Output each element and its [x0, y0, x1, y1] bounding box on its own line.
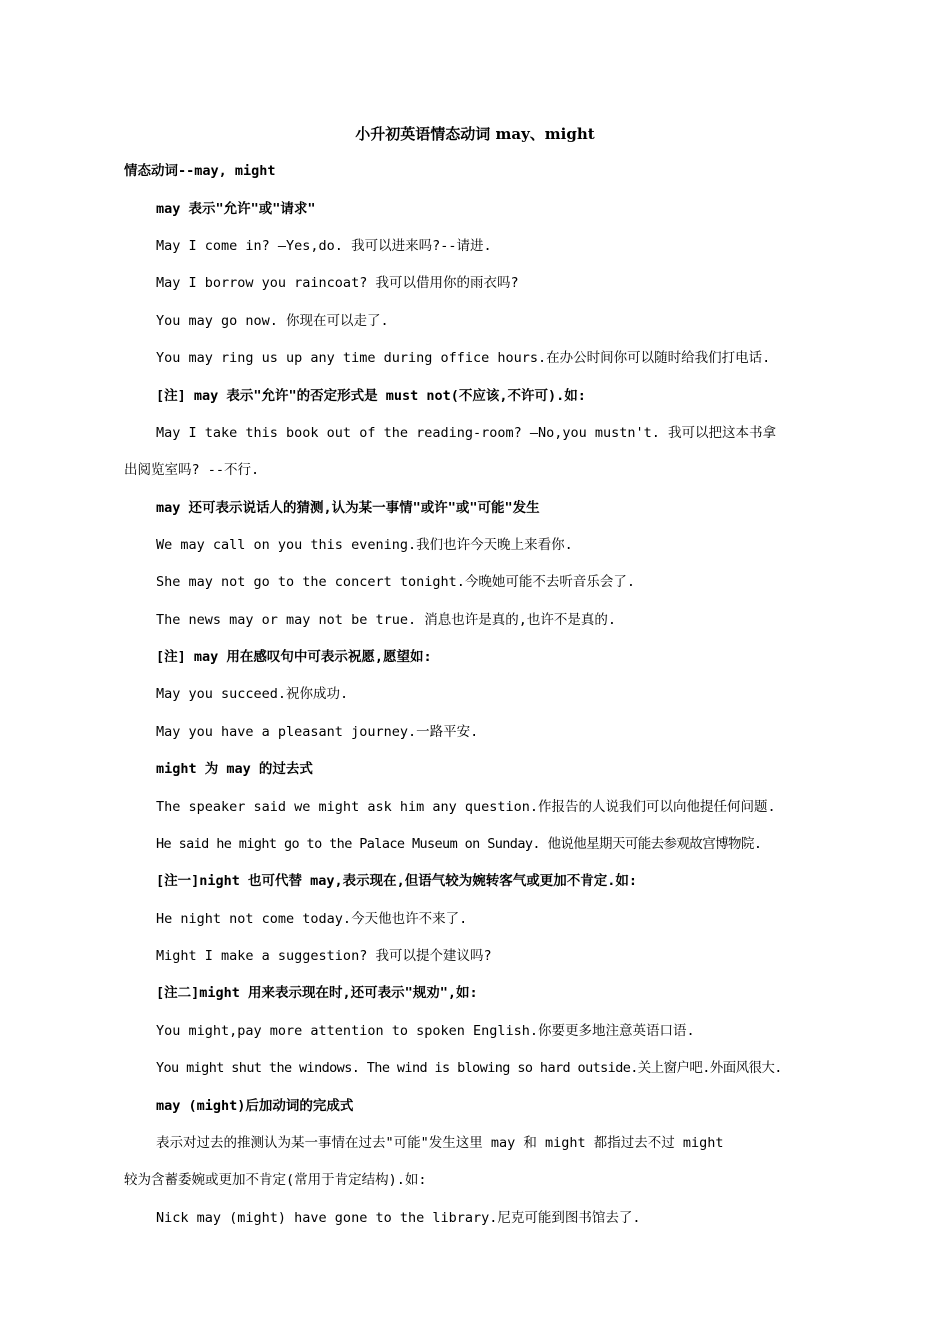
example-line: She may not go to the concert tonight.今晚她可能不去听音乐会了.	[156, 574, 635, 590]
heading-may-guess: may 还可表示说话人的猜测,认为某一事情"或许"或"可能"发生	[156, 500, 540, 516]
section-heading-modal-verbs: 情态动词--may, might	[124, 163, 276, 179]
example-line: May I take this book out of the reading-room? —No,you mustn't. 我可以把这本书拿	[156, 425, 777, 441]
example-line: You may ring us up any time during office hours.在办公时间你可以随时给我们打电话.	[156, 350, 771, 366]
example-line: May you succeed.祝你成功.	[156, 686, 349, 702]
heading-perfect-form: may (might)后加动词的完成式	[156, 1098, 354, 1114]
note-exclamation: [注] may 用在感叹句中可表示祝愿,愿望如:	[156, 649, 432, 665]
note-one-might: [注一]night 也可代替 may,表示现在,但语气较为婉转客气或更加不肯定.如:	[156, 873, 638, 889]
example-line: He night not come today.今天他也许不来了.	[156, 911, 468, 927]
example-line: The news may or may not be true. 消息也许是真的,也许不是真的.	[156, 612, 616, 628]
document-title: 小升初英语情态动词 may、might	[355, 125, 595, 143]
example-line: We may call on you this evening.我们也许今天晚上来看你.	[156, 537, 573, 553]
example-line: Nick may (might) have gone to the library.尼克可能到图书馆去了.	[156, 1210, 641, 1226]
example-line: Might I make a suggestion? 我可以提个建议吗?	[156, 948, 492, 964]
heading-might-past: might 为 may 的过去式	[156, 761, 313, 777]
example-line: May I come in? —Yes,do. 我可以进来吗?--请进.	[156, 238, 492, 254]
note-two-might: [注二]might 用来表示现在时,还可表示"规劝",如:	[156, 985, 478, 1001]
example-line: The speaker said we might ask him any question.作报告的人说我们可以向他提任何问题.	[156, 799, 776, 815]
example-line: May I borrow you raincoat? 我可以借用你的雨衣吗?	[156, 275, 519, 291]
explanation-line-continued: 较为含蓄委婉或更加不肯定(常用于肯定结构).如:	[124, 1172, 427, 1188]
example-line-continued: 出阅览室吗? --不行.	[124, 462, 260, 478]
example-line: You may go now. 你现在可以走了.	[156, 313, 389, 329]
note-negative-form: [注] may 表示"允许"的否定形式是 must not(不应该,不许可).如:	[156, 388, 586, 404]
example-line: You might shut the windows. The wind is blowing so hard outside.关上窗户吧.外面风很大.	[156, 1060, 782, 1076]
explanation-line: 表示对过去的推测认为某一事情在过去"可能"发生这里 may 和 might 都指过去不过 might	[156, 1135, 724, 1151]
example-line: May you have a pleasant journey.一路平安.	[156, 724, 479, 740]
example-line: You might,pay more attention to spoken English.你要更多地注意英语口语.	[156, 1023, 695, 1039]
example-line: He said he might go to the Palace Museum on Sunday. 他说他星期天可能去参观故宫博物院.	[156, 836, 762, 852]
heading-may-permission: may 表示"允许"或"请求"	[156, 201, 316, 217]
